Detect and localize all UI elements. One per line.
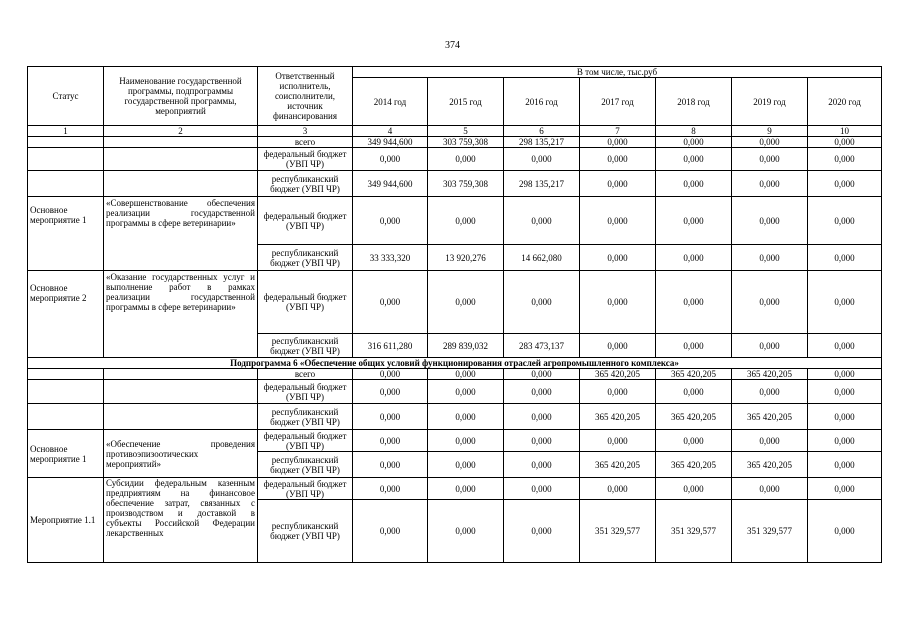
subprogram-row: [28, 358, 882, 369]
value-cell: 0,000: [428, 404, 504, 430]
value-cell: 365 420,205: [732, 452, 808, 478]
value-cell: 0,000: [428, 148, 504, 171]
value-cell: 365 420,205: [732, 369, 808, 380]
status-cell: [28, 137, 104, 148]
value-cell: 0,000: [656, 137, 732, 148]
source-cell: всего: [258, 137, 353, 148]
value-cell: 0,000: [732, 137, 808, 148]
header-year: 2019 год: [732, 78, 808, 126]
status-cell: [28, 380, 104, 404]
value-cell: 365 420,205: [656, 404, 732, 430]
header-year: 2014 год: [353, 78, 428, 126]
page-number: 374: [445, 40, 460, 51]
value-cell: 0,000: [732, 334, 808, 358]
table-row: [28, 171, 882, 197]
value-cell: 0,000: [580, 430, 656, 452]
status-cell: [28, 404, 104, 430]
value-cell: 0,000: [808, 137, 882, 148]
value-cell: 0,000: [504, 380, 580, 404]
value-cell: 0,000: [580, 197, 656, 245]
value-cell: 349 944,600: [353, 137, 428, 148]
col-number: 10: [808, 126, 882, 137]
value-cell: 0,000: [808, 271, 882, 334]
value-cell: 0,000: [428, 452, 504, 478]
name-cell: [104, 380, 258, 404]
value-cell: 13 920,276: [428, 245, 504, 271]
value-cell: 0,000: [656, 380, 732, 404]
value-cell: 0,000: [732, 197, 808, 245]
value-cell: 0,000: [353, 452, 428, 478]
status-cell: [28, 148, 104, 171]
value-cell: 0,000: [580, 137, 656, 148]
name-cell: [104, 404, 258, 430]
value-cell: 0,000: [504, 430, 580, 452]
value-cell: 0,000: [808, 478, 882, 500]
col-number: 8: [656, 126, 732, 137]
value-cell: 0,000: [353, 369, 428, 380]
value-cell: 0,000: [580, 380, 656, 404]
table-row: [28, 148, 882, 171]
source-cell: республиканский бюджет (УВП ЧР): [258, 245, 353, 271]
value-cell: 0,000: [504, 404, 580, 430]
value-cell: 0,000: [732, 478, 808, 500]
col-number: 2: [104, 126, 258, 137]
value-cell: 316 611,280: [353, 334, 428, 358]
source-cell: федеральный бюджет (УВП ЧР): [258, 148, 353, 171]
value-cell: 0,000: [808, 452, 882, 478]
value-cell: 0,000: [428, 380, 504, 404]
header-year: 2015 год: [428, 78, 504, 126]
status-cell: Основное мероприятие 2: [28, 271, 104, 358]
source-cell: республиканский бюджет (УВП ЧР): [258, 334, 353, 358]
value-cell: 0,000: [656, 245, 732, 271]
value-cell: 349 944,600: [353, 171, 428, 197]
value-cell: 365 420,205: [580, 369, 656, 380]
source-cell: федеральный бюджет (УВП ЧР): [258, 271, 353, 334]
value-cell: 0,000: [656, 171, 732, 197]
event-name-text: Субсидии федеральным казенным предприятиям на финансовое обеспечение затрат, связанных с производством и доставкой в субъекты Российской Федерации лекарственных: [106, 478, 255, 538]
value-cell: 0,000: [732, 171, 808, 197]
status-cell: Мероприятие 1.1: [28, 478, 104, 563]
value-cell: 0,000: [732, 245, 808, 271]
value-cell: 0,000: [808, 171, 882, 197]
value-cell: 0,000: [353, 271, 428, 334]
source-cell: республиканский бюджет (УВП ЧР): [258, 452, 353, 478]
value-cell: 0,000: [428, 430, 504, 452]
value-cell: 303 759,308: [428, 137, 504, 148]
table-row: [28, 380, 882, 404]
value-cell: 283 473,137: [504, 334, 580, 358]
table-row: [28, 271, 882, 334]
header-year: 2018 год: [656, 78, 732, 126]
value-cell: 14 662,080: [504, 245, 580, 271]
source-cell: республиканский бюджет (УВП ЧР): [258, 171, 353, 197]
header-responsible: Ответственный исполнитель, соисполнители, источник финансирования: [258, 67, 353, 126]
value-cell: 0,000: [580, 334, 656, 358]
col-number: 5: [428, 126, 504, 137]
value-cell: 33 333,320: [353, 245, 428, 271]
value-cell: 0,000: [428, 369, 504, 380]
column-number-row: [28, 126, 882, 137]
budget-table: [27, 66, 882, 563]
source-cell: республиканский бюджет (УВП ЧР): [258, 404, 353, 430]
value-cell: 0,000: [504, 369, 580, 380]
value-cell: 0,000: [808, 380, 882, 404]
value-cell: 0,000: [808, 245, 882, 271]
value-cell: 0,000: [580, 245, 656, 271]
header-year: 2017 год: [580, 78, 656, 126]
name-cell: «Оказание государственных услуг и выполнение работ в рамках реализации государственной программы в сфере ветеринарии»: [104, 271, 258, 358]
value-cell: 298 135,217: [504, 171, 580, 197]
status-cell: [28, 171, 104, 197]
source-cell: федеральный бюджет (УВП ЧР): [258, 197, 353, 245]
value-cell: 0,000: [504, 197, 580, 245]
value-cell: 0,000: [353, 478, 428, 500]
status-cell: Основное мероприятие 1: [28, 197, 104, 271]
value-cell: 0,000: [732, 380, 808, 404]
value-cell: 0,000: [656, 197, 732, 245]
value-cell: 365 420,205: [732, 404, 808, 430]
value-cell: 0,000: [732, 271, 808, 334]
name-cell: [104, 148, 258, 171]
value-cell: 0,000: [656, 271, 732, 334]
value-cell: 0,000: [732, 148, 808, 171]
value-cell: 365 420,205: [656, 452, 732, 478]
header-year: 2020 год: [808, 78, 882, 126]
value-cell: 0,000: [504, 271, 580, 334]
value-cell: 0,000: [353, 197, 428, 245]
value-cell: 365 420,205: [580, 404, 656, 430]
status-cell: [28, 369, 104, 380]
table-row: [28, 404, 882, 430]
value-cell: 0,000: [808, 500, 882, 563]
value-cell: 0,000: [656, 148, 732, 171]
value-cell: 0,000: [656, 478, 732, 500]
value-cell: 0,000: [353, 404, 428, 430]
value-cell: 0,000: [580, 171, 656, 197]
value-cell: 0,000: [808, 148, 882, 171]
value-cell: 0,000: [428, 271, 504, 334]
value-cell: 0,000: [504, 478, 580, 500]
value-cell: 298 135,217: [504, 137, 580, 148]
table-row: [28, 369, 882, 380]
status-cell: Основное мероприятие 1: [28, 430, 104, 478]
value-cell: 289 839,032: [428, 334, 504, 358]
col-number: 7: [580, 126, 656, 137]
table-row: [28, 197, 882, 245]
source-cell: федеральный бюджет (УВП ЧР): [258, 380, 353, 404]
value-cell: 0,000: [580, 148, 656, 171]
subprogram-title: Подпрограмма 6 «Обеспечение общих условий функционирования отраслей агропромышленного комплекса»: [28, 358, 882, 369]
value-cell: 351 329,577: [732, 500, 808, 563]
name-cell: [104, 478, 258, 563]
value-cell: 0,000: [428, 197, 504, 245]
value-cell: 0,000: [656, 430, 732, 452]
col-number: 1: [28, 126, 104, 137]
value-cell: 0,000: [808, 430, 882, 452]
col-number: 6: [504, 126, 580, 137]
col-number: 4: [353, 126, 428, 137]
name-cell: [104, 369, 258, 380]
value-cell: 0,000: [580, 271, 656, 334]
value-cell: 0,000: [353, 380, 428, 404]
table-row: [28, 430, 882, 452]
value-cell: 0,000: [428, 478, 504, 500]
header-status: Статус: [28, 67, 104, 126]
value-cell: 0,000: [808, 404, 882, 430]
value-cell: 0,000: [353, 148, 428, 171]
col-number: 9: [732, 126, 808, 137]
value-cell: 0,000: [504, 148, 580, 171]
value-cell: 303 759,308: [428, 171, 504, 197]
value-cell: 351 329,577: [656, 500, 732, 563]
source-cell: всего: [258, 369, 353, 380]
value-cell: 351 329,577: [580, 500, 656, 563]
value-cell: 0,000: [580, 478, 656, 500]
col-number: 3: [258, 126, 353, 137]
name-cell: [104, 171, 258, 197]
header-year: 2016 год: [504, 78, 580, 126]
value-cell: 0,000: [504, 500, 580, 563]
value-cell: 0,000: [732, 430, 808, 452]
value-cell: 365 420,205: [656, 369, 732, 380]
name-cell: [104, 137, 258, 148]
source-cell: федеральный бюджет (УВП ЧР): [258, 478, 353, 500]
value-cell: 0,000: [808, 369, 882, 380]
value-cell: 365 420,205: [580, 452, 656, 478]
name-cell: «Обеспечение проведения противоэпизоотических мероприятий»: [104, 430, 258, 478]
value-cell: 0,000: [353, 430, 428, 452]
value-cell: 0,000: [353, 500, 428, 563]
table-row: [28, 137, 882, 148]
value-cell: 0,000: [808, 197, 882, 245]
source-cell: республиканский бюджет (УВП ЧР): [258, 500, 353, 563]
value-cell: 0,000: [428, 500, 504, 563]
source-cell: федеральный бюджет (УВП ЧР): [258, 430, 353, 452]
header-program-name: Наименование государственной программы, подпрограммы государственной программы, мероприятий: [104, 67, 258, 126]
value-cell: 0,000: [808, 334, 882, 358]
value-cell: 0,000: [656, 334, 732, 358]
table-row: [28, 478, 882, 500]
name-cell: «Совершенствование обеспечения реализации государственной программы в сфере ветеринарии»: [104, 197, 258, 271]
header-including: В том числе, тыс.руб: [353, 67, 882, 78]
value-cell: 0,000: [504, 452, 580, 478]
